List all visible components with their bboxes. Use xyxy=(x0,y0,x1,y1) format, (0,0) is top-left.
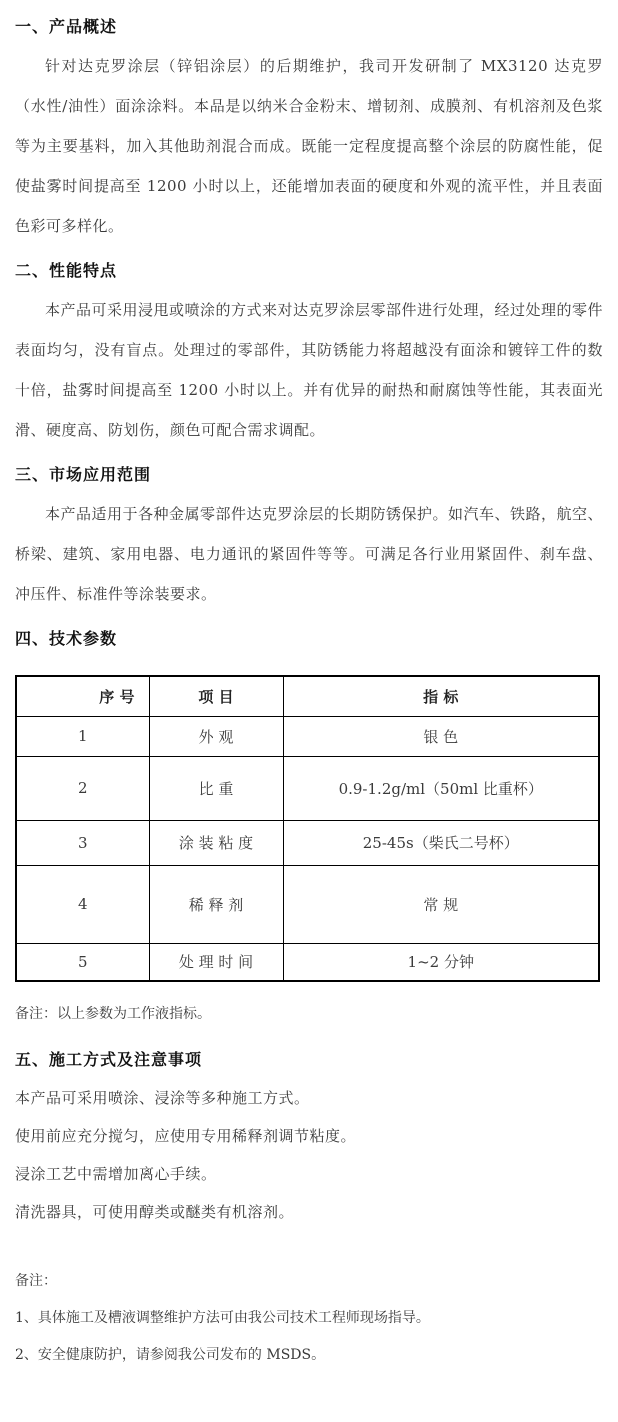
cell-seq: 2 xyxy=(16,756,149,820)
section-heading-technical-parameters: 四、技术参数 xyxy=(15,629,118,648)
cell-item: 稀 释 剂 xyxy=(149,865,283,943)
section-technical-parameters xyxy=(15,628,603,1024)
method-line: 浸涂工艺中需增加离心手续。 xyxy=(15,1165,217,1183)
table-row xyxy=(16,820,599,865)
table-header-spec: 指 标 xyxy=(283,676,599,716)
table-header-row xyxy=(16,676,599,716)
performance-features-paragraph: 本产品可采用浸甩或喷涂的方式来对达克罗涂层零部件进行处理，经过处理的零件表面均匀，没有盲点。处理过的零部件，其防锈能力将超越没有面涂和镀锌工件的数十倍，盐雾时间提高至 1200 小时以上。并有优异的耐热和耐腐蚀等性能，其表面光滑、硬度高、防划伤，颜色可配合需求调配。 xyxy=(15,301,604,439)
cell-seq: 5 xyxy=(16,943,149,981)
footer-note-item: 1、具体施工及槽液调整维护方法可由我公司技术工程师现场指导。 xyxy=(15,1310,430,1326)
cell-spec: 1~2 分钟 xyxy=(283,943,599,981)
table-header-seq: 序 号 xyxy=(16,676,149,716)
table-row xyxy=(16,943,599,981)
market-applications-paragraph: 本产品适用于各种金属零部件达克罗涂层的长期防锈保护。如汽车、铁路，航空、桥梁、建筑、家用电器、电力通讯的紧固件等等。可满足各行业用紧固件、刹车盘、冲压件、标准件等涂装要求。 xyxy=(15,505,604,603)
section-product-overview xyxy=(15,16,603,246)
cell-item: 外 观 xyxy=(149,716,283,756)
table-row xyxy=(16,865,599,943)
cell-spec: 0.9-1.2g/ml（50ml 比重杯） xyxy=(283,756,599,820)
table-row xyxy=(16,756,599,820)
section-heading-product-overview: 一、产品概述 xyxy=(15,17,118,36)
footer-notes-label: 备注： xyxy=(15,1273,57,1289)
section-heading-market-applications: 三、市场应用范围 xyxy=(15,465,152,484)
cell-spec: 银 色 xyxy=(283,716,599,756)
cell-spec: 常 规 xyxy=(283,865,599,943)
cell-seq: 1 xyxy=(16,716,149,756)
cell-item: 比 重 xyxy=(149,756,283,820)
method-line: 清洗器具，可使用醇类或醚类有机溶剂。 xyxy=(15,1203,295,1221)
section-application-methods xyxy=(15,1049,603,1231)
section-market-applications xyxy=(15,464,603,614)
footer-notes xyxy=(15,1271,603,1365)
cell-seq: 4 xyxy=(16,865,149,943)
table-header-item: 项 目 xyxy=(149,676,283,716)
cell-spec: 25-45s（柴氏二号杯） xyxy=(283,820,599,865)
table-row xyxy=(16,716,599,756)
product-overview-paragraph: 针对达克罗涂层（锌铝涂层）的后期维护，我司开发研制了 MX3120 达克罗（水性/油性）面涂涂料。本品是以纳米合金粉末、增韧剂、成膜剂、有机溶剂及色浆等为主要基料，加入其他助剂混合而成。既能一定程度提高整个涂层的防腐性能，促使盐雾时间提高至 1200 小时以上，还能增加表面的硬度和外观的流平性，并且表面色彩可多样化。 xyxy=(15,57,603,235)
section-heading-performance-features: 二、性能特点 xyxy=(15,261,118,280)
section-heading-application-methods: 五、施工方式及注意事项 xyxy=(15,1050,203,1069)
cell-seq: 3 xyxy=(16,820,149,865)
technical-parameters-table xyxy=(15,675,600,982)
table-note: 备注：以上参数为工作液指标。 xyxy=(15,1006,211,1022)
section-performance-features xyxy=(15,260,603,450)
cell-item: 涂 装 粘 度 xyxy=(149,820,283,865)
method-line: 本产品可采用喷涂、浸涂等多种施工方式。 xyxy=(15,1089,310,1107)
footer-note-item: 2、安全健康防护，请参阅我公司发布的 MSDS。 xyxy=(15,1347,326,1363)
cell-item: 处 理 时 间 xyxy=(149,943,283,981)
method-line: 使用前应充分搅匀，应使用专用稀释剂调节粘度。 xyxy=(15,1127,357,1145)
